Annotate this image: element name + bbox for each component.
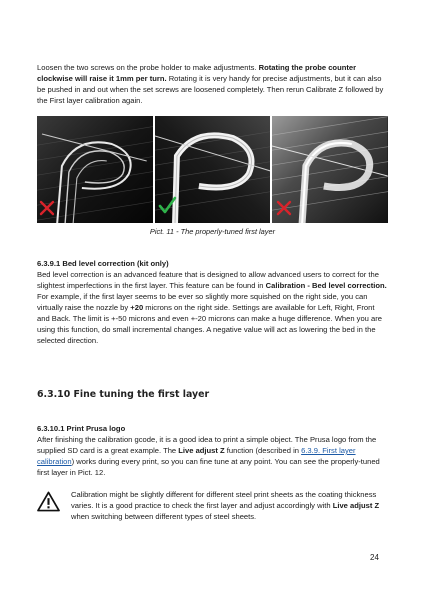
photo-too-low-image [272, 116, 388, 223]
first-layer-calibration-link[interactable]: 6.3.9. First layer calibration [37, 446, 356, 466]
photo-too-high [37, 116, 153, 223]
photo-too-high-image [37, 116, 153, 223]
photo-correct [155, 116, 271, 223]
photo-correct-image [155, 116, 271, 223]
intro-paragraph: Loosen the two screws on the probe holder to make adjustments. Rotating the probe counter clockwise will raise it 1mm per turn. Rotating it is very handy for precise adjustments, but it can also be pushed in and out when the set screws are loosened completely. Then rerun Calibrate Z followed by the First layer calibration again. [37, 63, 384, 105]
warning-text: Calibration might be slightly different for different steel print sheets as the coating thickness varies. It is a good practice to check the first layer and adjust accordingly with Live adjust Z when switching between different types of steel sheets. [71, 490, 380, 521]
section-heading-bed-level: 6.3.9.1 Bed level correction (kit only) [37, 259, 169, 268]
figure-caption: Pict. 11 - The properly-tuned first layer [149, 227, 276, 236]
print-logo-paragraph: After finishing the calibration gcode, it is a good idea to print a simple object. The Prusa logo from the supplied SD card is a great example. The Live adjust Z function (described in 6.3.9. First layer calibration) works during every print, so you can fine tune at any point. You can see the properly-tuned first layer in Pict. 12. [37, 435, 380, 477]
bed-level-paragraph: Bed level correction is an advanced feature that is designed to allow advanced users to correct for the slightest imperfections in the first layer. This feature can be found in Calibration - Bed level correction. For example, if the first layer seems to be ever so slightly more squished on the right side, you can virtually raise the nozzle by +20 microns on the right side. Settings are available for Left, Right, Front and Back. The limit is +-50 microns and even +-20 microns can make a huge difference. When you are using this function, do small incremental changes. A negative value will act as lowering the bed in the selected direction. [37, 270, 387, 345]
page-number: 24 [370, 553, 379, 562]
photo-too-low [272, 116, 388, 223]
warning-note [37, 489, 389, 525]
first-layer-photos [37, 116, 388, 223]
warning-triangle-icon [37, 491, 60, 512]
section-heading-print-logo: 6.3.10.1 Print Prusa logo [37, 424, 126, 433]
section-heading-fine-tuning: 6.3.10 Fine tuning the first layer [37, 389, 210, 400]
